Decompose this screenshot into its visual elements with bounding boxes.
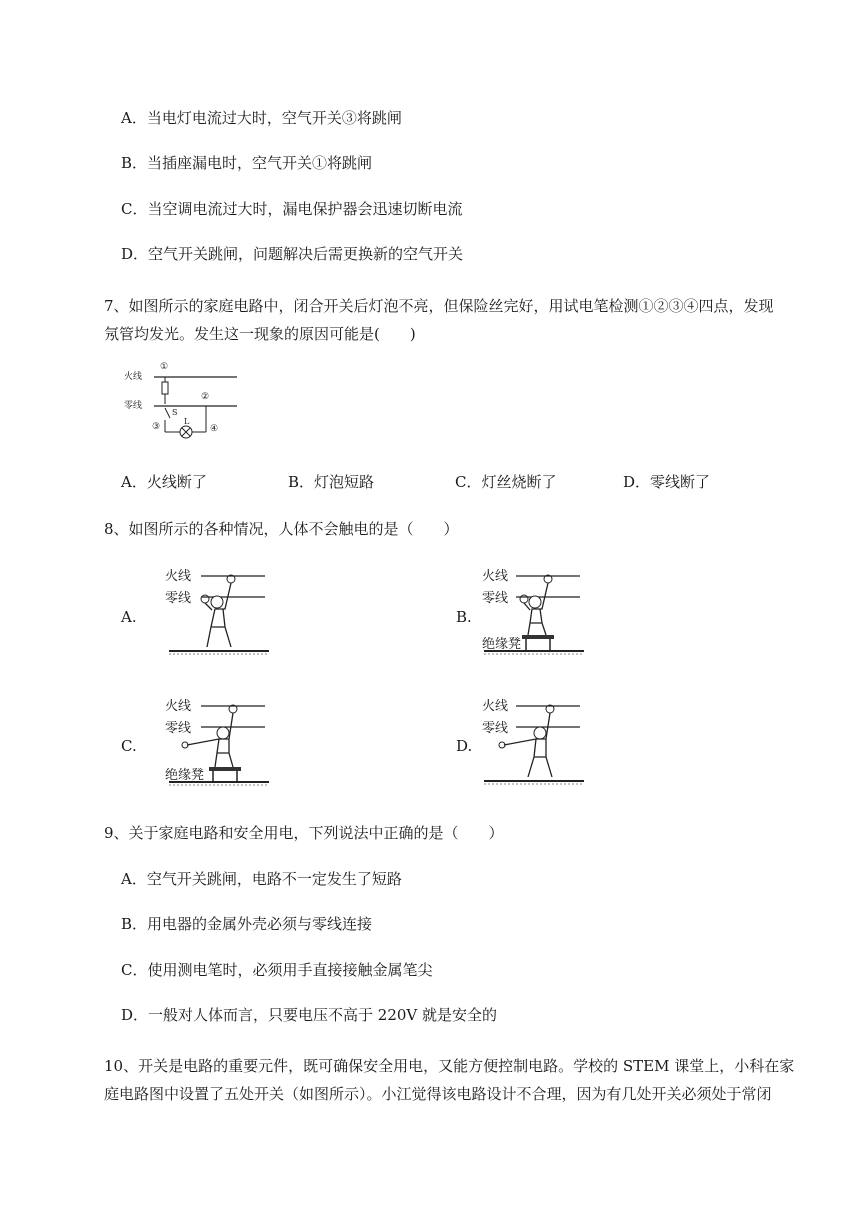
q8-figure-a-neutral: 零线	[165, 591, 192, 606]
q8-figure-c-live: 火线	[165, 699, 192, 714]
q8-figure-b-live: 火线	[482, 569, 509, 584]
q7-stem-line1: 7、如图所示的家庭电路中，闭合开关后灯泡不亮，但保险丝完好，用试电笔检测①②③④四点，发现	[104, 297, 774, 315]
q7-switch-label: S	[172, 408, 178, 417]
q8-figure-a-letter: A.	[121, 608, 137, 626]
q7-point-3: ③	[152, 422, 161, 432]
q8-stem: 8、如图所示的各种情况，人体不会触电的是（ ）	[104, 520, 459, 538]
q10-stem-line1: 10、开关是电路的重要元件，既可确保安全用电，又能方便控制电路。学校的 STEM 课堂上，小科在家	[104, 1057, 795, 1075]
q8-figure-b-neutral: 零线	[482, 591, 509, 606]
q8-figure-d	[480, 695, 585, 790]
q10-stem-line2: 庭电路图中设置了五处开关（如图所示）。小江觉得该电路设计不合理，因为有几处开关必须处于常闭	[104, 1085, 772, 1103]
q7-live-label: 火线	[124, 372, 143, 382]
q7-option-b: B．灯泡短路	[288, 473, 375, 491]
q7-lamp-label: L	[184, 417, 190, 426]
q8-figure-b-letter: B.	[456, 608, 472, 626]
q8-figure-c	[165, 695, 270, 790]
q8-figure-d-letter: D.	[456, 737, 473, 755]
q9-option-a: A．空气开关跳闸，电路不一定发生了短路	[121, 870, 402, 888]
q8-figure-c-stool: 绝缘凳	[165, 768, 205, 783]
q8-figure-d-live: 火线	[482, 699, 509, 714]
q8-figure-c-neutral: 零线	[165, 721, 192, 736]
q7-neutral-label: 零线	[124, 401, 143, 411]
q7-point-4: ④	[210, 424, 219, 434]
q7-point-1: ①	[160, 362, 169, 372]
q7-circuit-figure	[122, 360, 252, 450]
q6-option-d: D．空气开关跳闸，问题解决后需更换新的空气开关	[121, 245, 464, 263]
q7-point-2: ②	[201, 392, 210, 402]
q8-figure-a-live: 火线	[165, 569, 192, 584]
q7-option-a: A．火线断了	[121, 473, 207, 491]
q7-option-d: D．零线断了	[623, 473, 711, 491]
q8-figure-b	[480, 565, 585, 660]
q8-figure-b-stool: 绝缘凳	[482, 637, 522, 652]
q8-figure-d-neutral: 零线	[482, 721, 509, 736]
q7-option-c: C．灯丝烧断了	[455, 473, 557, 491]
q6-option-a: A．当电灯电流过大时，空气开关③将跳闸	[121, 109, 402, 127]
q6-option-b: B．当插座漏电时，空气开关①将跳闸	[121, 154, 373, 172]
q9-stem: 9、关于家庭电路和安全用电，下列说法中正确的是（ ）	[104, 824, 504, 842]
q9-option-b: B．用电器的金属外壳必须与零线连接	[121, 915, 373, 933]
q9-option-d: D．一般对人体而言，只要电压不高于 220V 就是安全的	[121, 1006, 498, 1024]
q8-figure-a	[165, 565, 270, 660]
q9-option-c: C．使用测电笔时，必须用手直接接触金属笔尖	[121, 961, 433, 979]
q8-figure-c-letter: C.	[121, 737, 137, 755]
q6-option-c: C．当空调电流过大时，漏电保护器会迅速切断电流	[121, 200, 463, 218]
q7-stem-line2: 氖管均发光。发生这一现象的原因可能是( )	[104, 325, 416, 343]
